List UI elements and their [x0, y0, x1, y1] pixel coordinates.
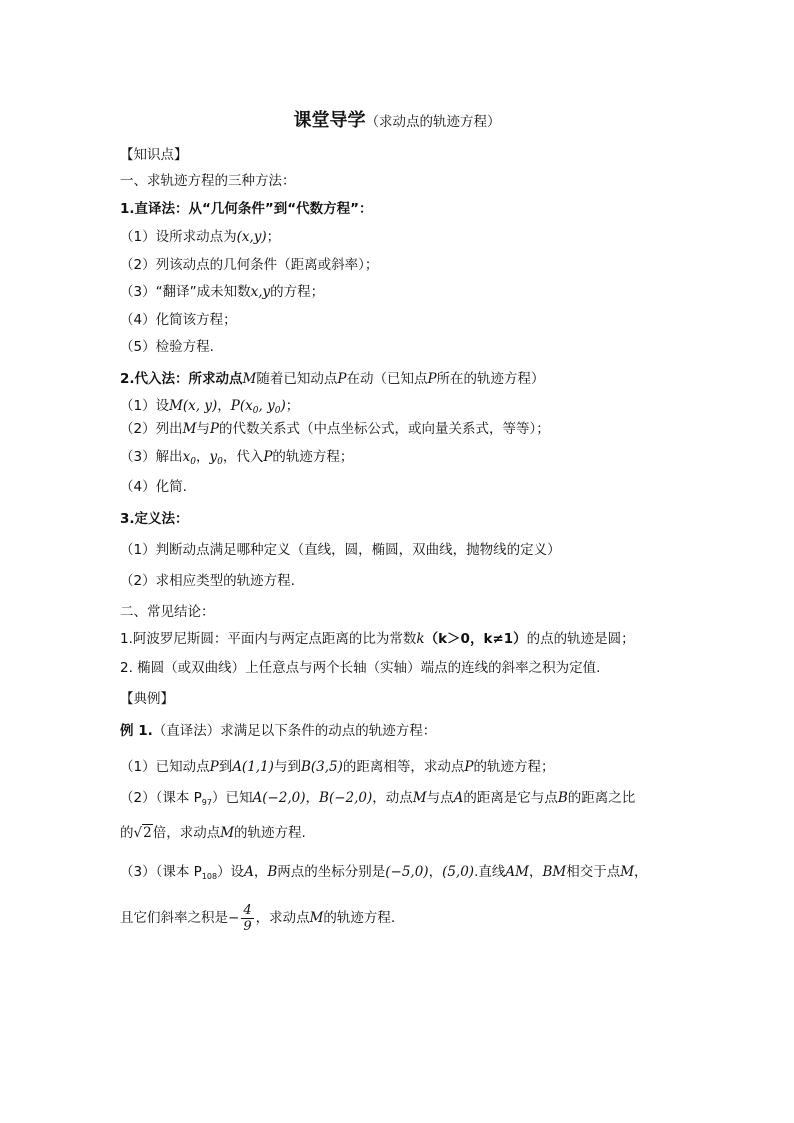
example-1-part-2-cont: 的√2倍，求动点M的轨迹方程. — [120, 825, 306, 841]
example-1-part-2: （2）（课本 $P_{97}$）已知A(−2,0)，B(−2,0)，动点M与点A的距离是它与点B的距离之比 — [120, 790, 636, 807]
title-main: 课堂导学 — [293, 110, 366, 131]
method-2-step-2: （2）列出M与P的代数关系式（中点坐标公式，或向量关系式，等等）； — [120, 421, 550, 437]
method-1-step-1: （1）设所求动点为(x,y)； — [120, 229, 281, 245]
section-1-heading: 一、求轨迹方程的三种方法： — [120, 173, 296, 189]
knowledge-header: 【知识点】 — [120, 147, 188, 163]
method-2-step-4: （4）化简. — [120, 479, 187, 495]
section-2-heading: 二、常见结论： — [120, 604, 215, 620]
method-2-step-3: （3）解出$x_0$，$y_0$，代入P的轨迹方程； — [120, 449, 354, 467]
method-3-step-1: （1）判断动点满足哪种定义（直线，圆，椭圆，双曲线，抛物线的定义） — [120, 542, 561, 558]
examples-header: 【典例】 — [120, 691, 174, 707]
method-2-step-1: （1）设M(x, y)，$P(x_0$, $y_0$)； — [120, 398, 300, 416]
method-3-heading: 3.定义法： — [120, 511, 189, 527]
method-1-step-4: （4）化简该方程； — [120, 312, 237, 328]
fraction: $\frac{4}{9}$ — [243, 902, 252, 934]
title-sub: （求动点的轨迹方程） — [365, 114, 501, 130]
example-1-part-3: （3）（课本 $P_{108}$）设A，B两点的坐标分别是(−5,0)，(5,0).直线AM，BM相交于点M， — [120, 864, 648, 881]
method-2-heading: 2.代入法：所求动点M随着已知动点P在动（已知点P所在的轨迹方程） — [120, 371, 545, 387]
method-1-heading: 1.直译法：从“几何条件”到“代数方程”： — [120, 201, 373, 217]
conclusion-2: 2. 椭圆（或双曲线）上任意点与两个长轴（实轴）端点的连线的斜率之积为定值. — [120, 660, 601, 676]
example-1-part-1: （1）已知动点P到A(1,1)与到B(3,5)的距离相等，求动点P的轨迹方程； — [120, 759, 555, 775]
method-1-step-3: （3）“翻译”成未知数x,y的方程； — [120, 284, 325, 300]
method-1-step-2: （2）列该动点的几何条件（距离或斜率）； — [120, 257, 379, 273]
method-3-step-2: （2）求相应类型的轨迹方程. — [120, 573, 295, 589]
conclusion-1: 1.阿波罗尼斯圆：平面内与两定点距离的比为常数k（k＞0，k≠1）的点的轨迹是圆； — [120, 631, 635, 647]
example-1-part-3-cont: 且它们斜率之积是− $\frac{4}{9}$ ，求动点M的轨迹方程. — [120, 902, 396, 934]
method-1-step-5: （5）检验方程. — [120, 339, 214, 355]
example-1-heading: 例 1.（直译法）求满足以下条件的动点的轨迹方程： — [120, 723, 437, 739]
page-title — [0, 106, 794, 132]
